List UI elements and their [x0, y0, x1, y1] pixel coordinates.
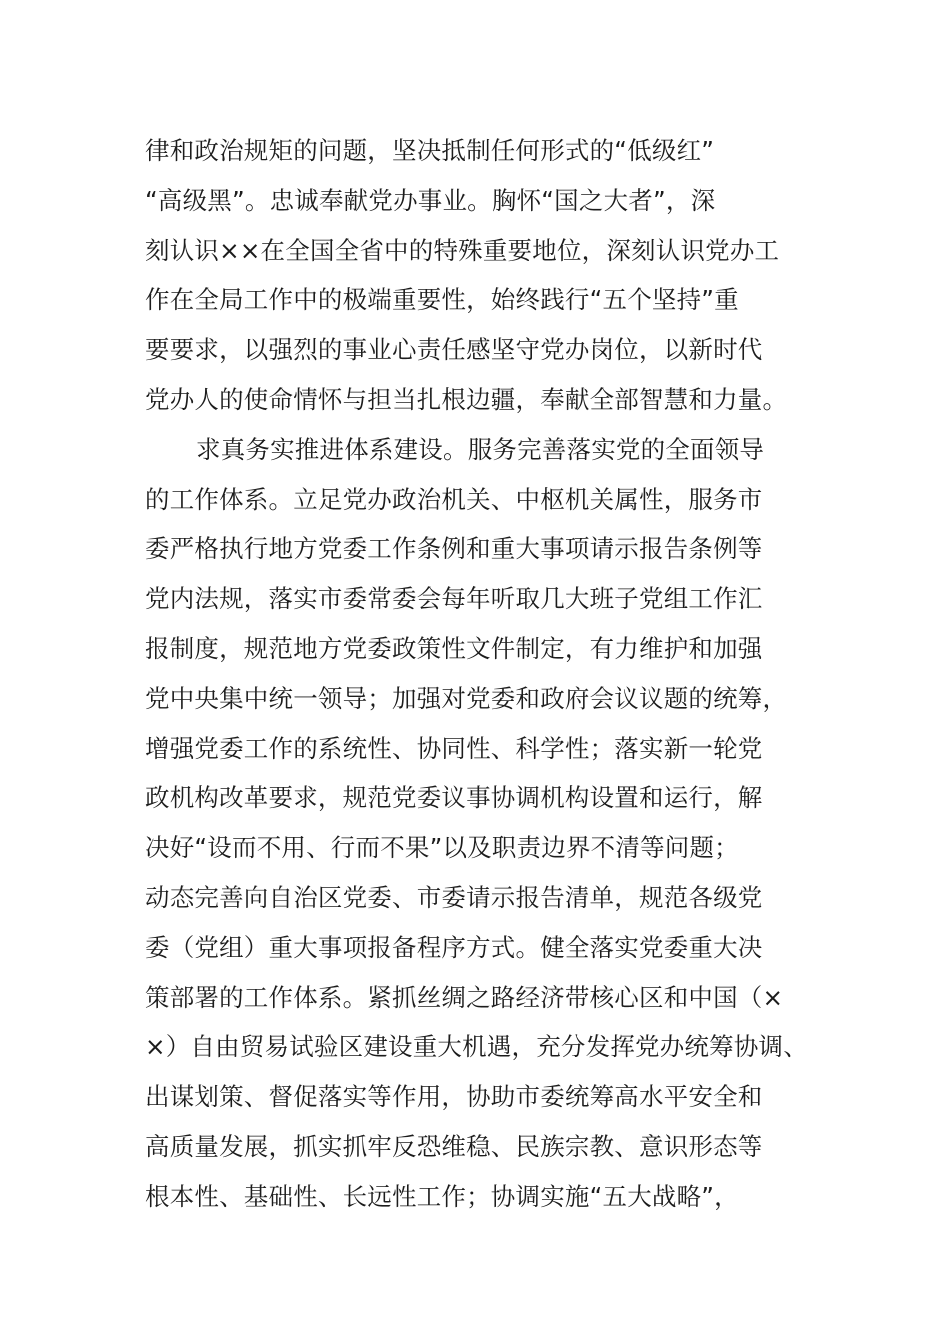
- text-line: “高级黑”。忠诚奉献党办事业。胸怀“国之大者”，深: [145, 185, 716, 215]
- text-line: 根本性、基础性、长远性工作；协调实施“五大战略”，: [145, 1181, 739, 1211]
- text-line: 政机构改革要求，规范党委议事协调机构设置和运行，解: [145, 783, 763, 813]
- text-line: 决好“设而不用、行而不果”以及职责边界不清等问题；: [145, 833, 739, 863]
- text-line: 律和政治规矩的问题，坚决抵制任何形式的“低级红”: [145, 136, 715, 165]
- paragraph-first-line: 求真务实推进体系建设。服务完善落实党的全面领导: [196, 434, 765, 464]
- text-line: 委（党组）重大事项报备程序方式。健全落实党委重大决: [145, 932, 763, 962]
- body-text: [145, 126, 825, 1222]
- text-line: 党办人的使命情怀与担当扎根边疆，奉献全部智慧和力量。: [145, 384, 788, 414]
- text-line: 动态完善向自治区党委、市委请示报告清单，规范各级党: [145, 882, 763, 912]
- text-line: 高质量发展，抓实抓牢反恐维稳、民族宗教、意识形态等: [145, 1131, 763, 1161]
- text-line: 出谋划策、督促落实等作用，协助市委统筹高水平安全和: [145, 1082, 763, 1112]
- text-line: 的工作体系。立足党办政治机关、中枢机关属性，服务市: [145, 484, 763, 514]
- text-line: 党中央集中统一领导；加强对党委和政府会议议题的统筹，: [145, 683, 788, 713]
- text-line: 党内法规，落实市委常委会每年听取几大班子党组工作汇: [145, 584, 763, 614]
- text-line: ×）自由贸易试验区建设重大机遇，充分发挥党办统筹协调、: [145, 1032, 808, 1062]
- text-line: 增强党委工作的系统性、协同性、科学性；落实新一轮党: [145, 733, 763, 763]
- text-line: 刻认识××在全国全省中的特殊重要地位，深刻认识党办工: [145, 235, 780, 265]
- text-line: 委严格执行地方党委工作条例和重大事项请示报告条例等: [145, 534, 763, 564]
- text-line: 作在全局工作中的极端重要性，始终践行“五个坚持”重: [145, 285, 739, 315]
- text-line: 要要求，以强烈的事业心责任感坚守党办岗位，以新时代: [145, 335, 763, 365]
- text-line: 策部署的工作体系。紧抓丝绸之路经济带核心区和中国（×: [145, 982, 784, 1012]
- text-line: 报制度，规范地方党委政策性文件制定，有力维护和加强: [145, 633, 763, 663]
